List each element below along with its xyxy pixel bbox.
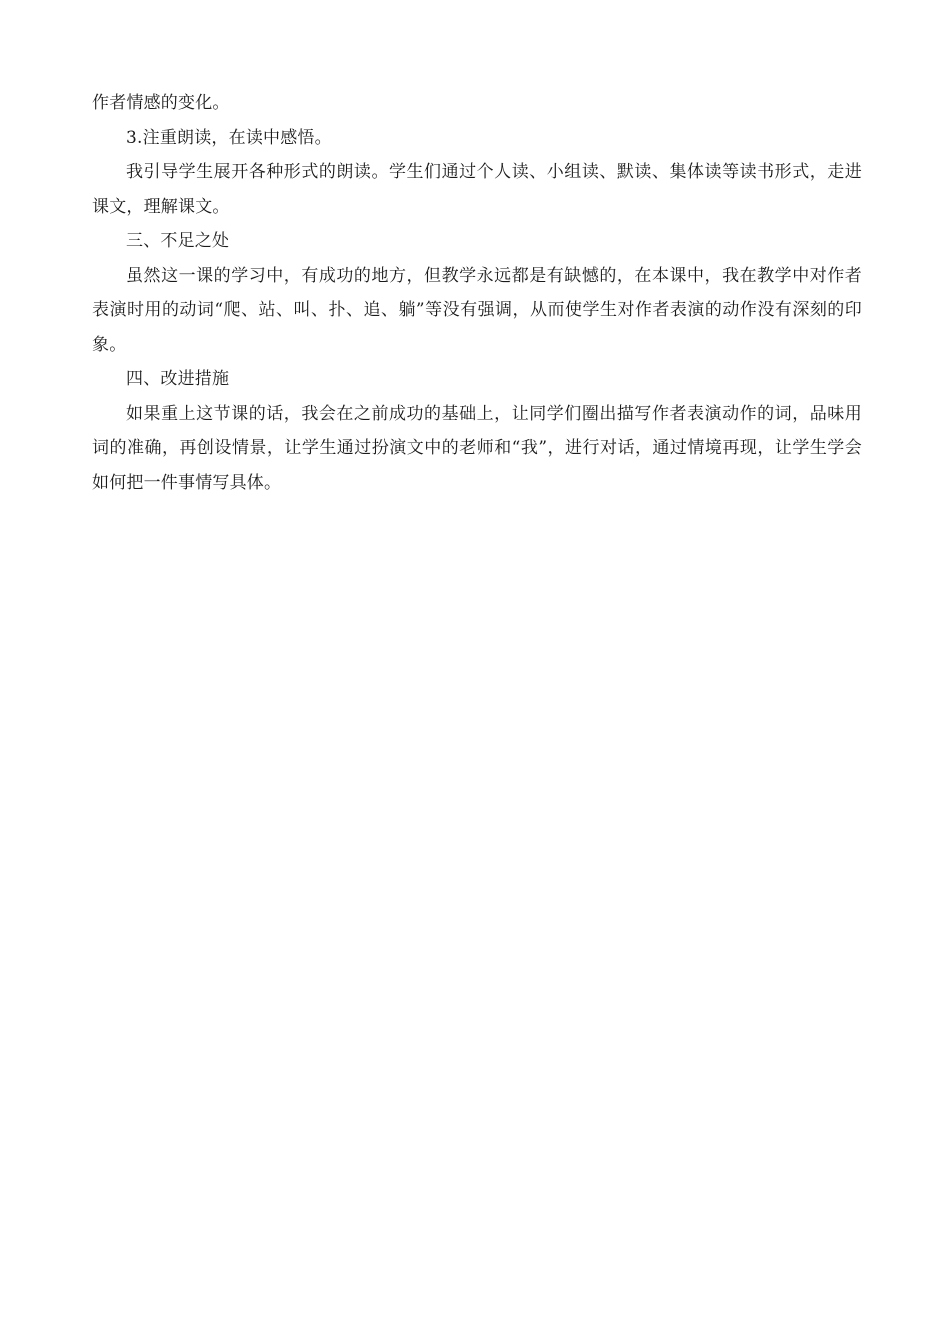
document-page <box>92 86 862 500</box>
section-heading-improvements: 四、改进措施 <box>126 369 230 389</box>
paragraph-shortcomings: 虽然这一课的学习中，有成功的地方，但教学永远都是有缺憾的，在本课中，我在教学中对作者表演时用的动词“爬、站、叫、扑、追、躺”等没有强调，从而使学生对作者表演的动作没有深刻的印象。 <box>92 265 862 355</box>
paragraph-reading-forms: 我引导学生展开各种形式的朗读。学生们通过个人读、小组读、默读、集体读等读书形式，走进课文，理解课文。 <box>92 162 862 217</box>
paragraph-improvements: 如果重上这节课的话，我会在之前成功的基础上，让同学们圈出描写作者表演动作的词，品味用词的准确，再创设情景，让学生通过扮演文中的老师和“我”，进行对话，通过情境再现，让学生学会如何把一件事情写具体。 <box>92 403 862 493</box>
paragraph-continuation: 作者情感的变化。 <box>92 93 230 113</box>
section-heading-shortcomings: 三、不足之处 <box>126 231 230 251</box>
subheading-reading-aloud: 3.注重朗读，在读中感悟。 <box>126 127 332 148</box>
